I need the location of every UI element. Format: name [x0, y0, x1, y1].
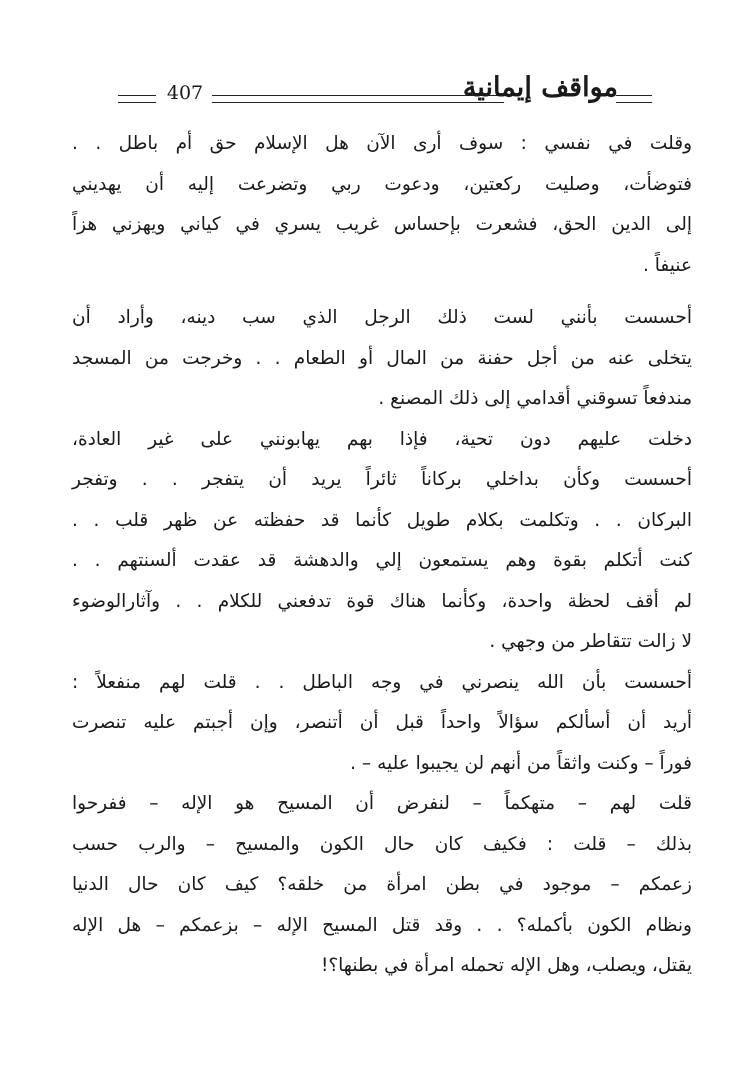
- text-line: يتخلى عنه من أجل حفنة من المال أو الطعام . . وخرجت من المسجد: [72, 347, 692, 369]
- text-line: عنيفاً .: [643, 254, 692, 276]
- paragraph: [72, 663, 692, 785]
- body-text: [72, 124, 692, 987]
- text-line: أحسست وكأن بداخلي بركاناً ثائراً يريد أن يتفجر . . وتفجر: [72, 469, 692, 490]
- page-number: 407: [166, 82, 204, 104]
- text-line: أحسست بأنني لست ذلك الرجل الذي سب دينه، وأراد أن: [72, 307, 692, 328]
- text-line: دخلت عليهم دون تحية، فإذا بهم يهابونني على غير العادة،: [72, 428, 692, 450]
- paragraph: [72, 784, 692, 987]
- header-rule-right: [616, 95, 652, 103]
- text-line: مندفعاً تسوقني أقدامي إلى ذلك المصنع .: [378, 388, 692, 409]
- text-line: كنت أتكلم بقوة وهم يستمعون إلي والدهشة قد عقدت ألسنتهم . .: [72, 550, 692, 571]
- text-line: فوراً – وكنت واثقاً من أنهم لن يجيبوا عليه – .: [350, 752, 692, 774]
- text-line: البركان . . وتكلمت بكلام طويل كأنما قد حفظته عن ظهر قلب . .: [72, 509, 692, 531]
- paragraph: [72, 124, 692, 286]
- text-line: ونظام الكون بأكمله؟ . . وقد قتل المسيح الإله – بزعمكم – هل الإله: [72, 914, 692, 936]
- running-title: مواقف إيمانية: [462, 72, 618, 103]
- text-line: زعمكم – موجود في بطن امرأة من خلقه؟ كيف كان حال الدنيا: [72, 874, 692, 895]
- paragraph: [72, 298, 692, 420]
- text-line: وقلت في نفسي : سوف أرى الآن هل الإسلام حق أم باطل . .: [72, 133, 692, 154]
- text-line: فتوضأت، وصليت ركعتين، ودعوت ربي وتضرعت إليه أن يهديني: [72, 173, 692, 195]
- running-header: [112, 72, 652, 122]
- text-line: يقتل، ويصلب، وهل الإله تحمله امرأة في بطنها؟!: [320, 955, 692, 976]
- paragraph: [72, 420, 692, 663]
- header-rule-middle: [212, 95, 504, 103]
- text-line: لم أقف لحظة واحدة، وكأنما هناك قوة تدفعني للكلام . . وآثارالوضوء: [72, 590, 692, 612]
- text-line: أحسست بأن الله ينصرني في وجه الباطل . . قلت لهم منفعلاً :: [72, 671, 692, 693]
- header-rule-left: [118, 95, 156, 103]
- text-line: إلى الدين الحق، فشعرت بإحساس غريب يسري في كياني ويهزني هزاً: [72, 214, 692, 235]
- text-line: أريد أن أسألكم سؤالاً واحداً قبل أن أتنصر، وإن أجبتم عليه تنصرت: [72, 712, 692, 733]
- text-line: لا زالت تتقاطر من وجهي .: [489, 631, 692, 652]
- paragraph-gap: [72, 286, 692, 298]
- text-line: قلت لهم – متهكماً – لنفرض أن المسيح هو الإله – ففرحوا: [72, 793, 692, 814]
- text-line: بذلك – قلت : فكيف كان حال الكون والمسيح – والرب حسب: [72, 833, 692, 855]
